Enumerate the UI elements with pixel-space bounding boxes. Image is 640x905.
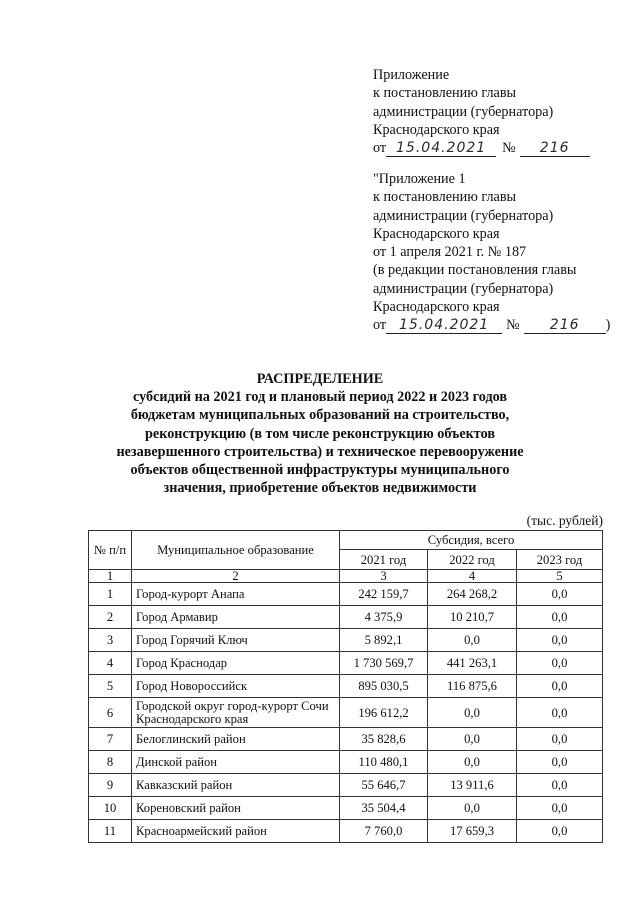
table-row xyxy=(89,774,603,797)
row-num: 2 xyxy=(89,606,132,629)
column-number: 4 xyxy=(428,570,517,583)
appendix-line: Приложение xyxy=(373,67,450,83)
row-num: 3 xyxy=(89,629,132,652)
table-row xyxy=(89,728,603,751)
appendix-line: "Приложение 1 xyxy=(373,171,466,187)
appendix-line: к постановлению главы xyxy=(373,189,517,206)
table-row xyxy=(89,675,603,698)
appendix-line: к постановлению главы xyxy=(373,85,517,102)
row-2023: 0,0 xyxy=(517,820,603,843)
header-municipality: Муниципальное образование xyxy=(132,531,340,570)
row-num: 4 xyxy=(89,652,132,675)
column-number: 1 xyxy=(89,570,132,583)
number-sign: № xyxy=(506,317,520,334)
row-municipality: Красноармейский район xyxy=(132,820,340,843)
subsidy-table xyxy=(88,530,603,843)
row-2022: 0,0 xyxy=(428,797,517,820)
appendix-current xyxy=(373,66,590,157)
header-2021: 2021 год xyxy=(340,550,428,570)
unit-label: (тыс. рублей) xyxy=(526,513,603,528)
row-2022: 10 210,7 xyxy=(428,606,517,629)
column-number-row xyxy=(89,570,603,583)
row-municipality: Кореновский район xyxy=(132,797,340,820)
row-2023: 0,0 xyxy=(517,774,603,797)
row-2022: 0,0 xyxy=(428,698,517,728)
title-line: реконструкцию (в том числе реконструкцию объектов xyxy=(145,425,495,442)
table-row xyxy=(89,583,603,606)
appendix-line: Краснодарского края xyxy=(373,121,500,138)
row-2022: 264 268,2 xyxy=(428,583,517,606)
table-row xyxy=(89,652,603,675)
row-2021: 7 760,0 xyxy=(340,820,428,843)
row-num: 1 xyxy=(89,583,132,606)
table-row xyxy=(89,629,603,652)
row-2021: 35 828,6 xyxy=(340,728,428,751)
appendix-line: от 1 апреля 2021 г. № 187 xyxy=(373,244,527,261)
date-prefix: от xyxy=(373,317,387,334)
title-line: бюджетам муниципальных образований на строительство, xyxy=(130,407,510,424)
row-2021: 35 504,4 xyxy=(340,797,428,820)
row-num: 6 xyxy=(89,698,132,728)
header-2022: 2022 год xyxy=(428,550,517,570)
appendix-original xyxy=(373,170,610,335)
row-2021: 895 030,5 xyxy=(340,675,428,698)
row-num: 10 xyxy=(89,797,132,820)
row-municipality: Город Армавир xyxy=(132,606,340,629)
handwritten-number: 216 xyxy=(524,318,606,334)
header-2023: 2023 год xyxy=(517,550,603,570)
row-2021: 4 375,9 xyxy=(340,606,428,629)
row-2022: 116 875,6 xyxy=(428,675,517,698)
row-2023: 0,0 xyxy=(517,751,603,774)
title-line: субсидий на 2021 год и плановый период 2022 и 2023 годов xyxy=(132,389,508,406)
handwritten-date: 15.04.2021 xyxy=(386,141,496,157)
row-2021: 196 612,2 xyxy=(340,698,428,728)
row-num: 8 xyxy=(89,751,132,774)
row-2023: 0,0 xyxy=(517,698,603,728)
title-line: значения, приобретение объектов недвижимости xyxy=(163,480,477,497)
appendix-line: администрации (губернатора) xyxy=(373,280,554,297)
appendix-line: (в редакции постановления главы xyxy=(373,262,577,279)
row-municipality: Город Горячий Ключ xyxy=(132,629,340,652)
row-2021: 242 159,7 xyxy=(340,583,428,606)
appendix-date-line xyxy=(373,316,610,334)
row-2021: 5 892,1 xyxy=(340,629,428,652)
table-header-row xyxy=(89,531,603,550)
row-2022: 13 911,6 xyxy=(428,774,517,797)
row-2021: 55 646,7 xyxy=(340,774,428,797)
header-subsidy-total: Субсидия, всего xyxy=(340,531,603,550)
row-2023: 0,0 xyxy=(517,675,603,698)
row-2022: 441 263,1 xyxy=(428,652,517,675)
closing-paren: ) xyxy=(605,317,611,334)
row-2022: 0,0 xyxy=(428,728,517,751)
handwritten-number: 216 xyxy=(520,141,590,157)
appendix-line: Краснодарского края xyxy=(373,225,500,242)
row-municipality: Кавказский район xyxy=(132,774,340,797)
row-num: 5 xyxy=(89,675,132,698)
table-row xyxy=(89,797,603,820)
number-sign: № xyxy=(502,140,516,157)
row-municipality: Белоглинский район xyxy=(132,728,340,751)
row-2023: 0,0 xyxy=(517,797,603,820)
row-num: 9 xyxy=(89,774,132,797)
title-line: незавершенного строительства) и техническое перевооружение xyxy=(116,443,524,460)
table-row xyxy=(89,751,603,774)
appendix-line: Краснодарского края xyxy=(373,299,500,316)
document-title xyxy=(100,370,540,497)
title-line: объектов общественной инфраструктуры муниципального xyxy=(130,462,510,479)
appendix-date-line xyxy=(373,139,590,157)
row-num: 11 xyxy=(89,820,132,843)
row-2023: 0,0 xyxy=(517,606,603,629)
row-2021: 110 480,1 xyxy=(340,751,428,774)
row-2022: 0,0 xyxy=(428,629,517,652)
row-2023: 0,0 xyxy=(517,728,603,751)
title-heading: РАСПРЕДЕЛЕНИЕ xyxy=(256,371,384,387)
row-municipality: Город-курорт Анапа xyxy=(132,583,340,606)
handwritten-date: 15.04.2021 xyxy=(386,318,502,334)
column-number: 5 xyxy=(517,570,603,583)
appendix-line: администрации (губернатора) xyxy=(373,103,554,120)
row-municipality: Динской район xyxy=(132,751,340,774)
row-2023: 0,0 xyxy=(517,583,603,606)
table-row xyxy=(89,698,603,728)
row-municipality: Городской округ город-курорт Сочи Краснодарского края xyxy=(132,698,340,728)
date-prefix: от xyxy=(373,140,387,157)
table-row xyxy=(89,820,603,843)
row-2022: 17 659,3 xyxy=(428,820,517,843)
row-num: 7 xyxy=(89,728,132,751)
row-municipality: Город Краснодар xyxy=(132,652,340,675)
row-2022: 0,0 xyxy=(428,751,517,774)
row-2021: 1 730 569,7 xyxy=(340,652,428,675)
header-num: № п/п xyxy=(89,531,132,570)
appendix-line: администрации (губернатора) xyxy=(373,207,554,224)
row-2023: 0,0 xyxy=(517,629,603,652)
row-municipality: Город Новороссийск xyxy=(132,675,340,698)
row-2023: 0,0 xyxy=(517,652,603,675)
column-number: 2 xyxy=(132,570,340,583)
table-row xyxy=(89,606,603,629)
column-number: 3 xyxy=(340,570,428,583)
